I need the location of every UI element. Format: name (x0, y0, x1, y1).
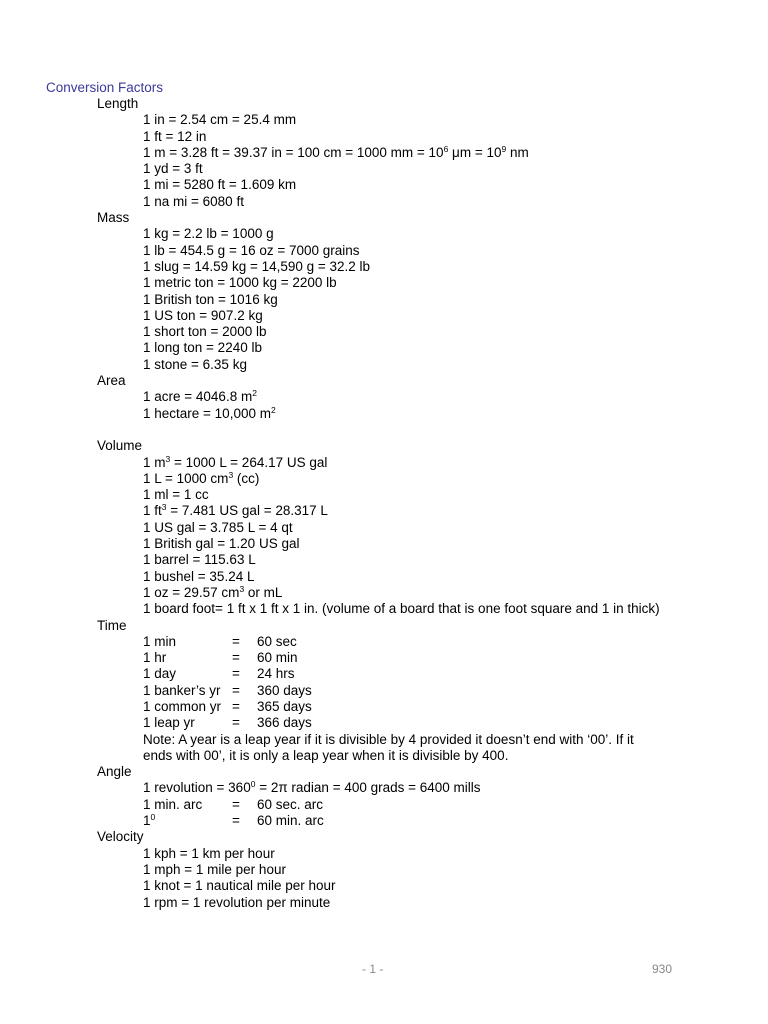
list-item: 1 rpm = 1 revolution per minute (143, 894, 331, 910)
list-item: 1 kph = 1 km per hour (143, 845, 275, 861)
conversion-list (0, 96, 768, 911)
velocity-heading: Velocity (97, 829, 144, 845)
list-item: 1 board foot= 1 ft x 1 ft x 1 in. (volume of a board that is one foot square and 1 in thick) (143, 601, 660, 617)
length-heading: Length (97, 96, 139, 111)
list-item: 1 stone = 6.35 kg (143, 356, 247, 372)
list-item: 1 $m^3 = 1000$ L = 264.17 US gal (143, 453, 328, 470)
list-item: 1 lb = 454.5 g = 16 oz = 7000 grains (143, 242, 360, 258)
list-item: 1 short ton = 2000 lb (143, 324, 267, 340)
table-row: $1^0 = 60$ min. arc (143, 812, 324, 829)
list-item: 1 $ft^3 = 7.481$ US gal = 28.317 L (143, 502, 328, 519)
list-item: 1 US ton = 907.2 kg (143, 307, 263, 323)
page-title: Conversion Factors (46, 80, 164, 95)
list-item: 1 mi = 5280 ft = 1.609 km (143, 177, 297, 193)
list-item: 1 kg = 2.2 lb = 1000 g (143, 226, 274, 242)
table-row: 1 leap yr = 366 days (143, 715, 312, 731)
time-heading: Time (97, 617, 127, 633)
list-item: 1 m = 3.28 ft = 39.37 in = 100 cm = 1000 mm = $10^6$ $\mu m = 10^9$ nm (143, 143, 529, 160)
list-item: 1 US gal = 3.785 L = 4 qt (143, 519, 293, 535)
list-item: 1 acre = 4046.8 $m^2$ (143, 388, 257, 405)
list-item: 1 metric ton = 1000 kg = 2200 lb (143, 275, 337, 291)
table-row: 1 banker’s yr = 360 days (143, 682, 312, 698)
mass-heading: Mass (97, 210, 130, 226)
list-item: 1 slug = 14.59 kg = 14,590 g = 32.2 lb (143, 258, 371, 274)
leap-year-note: Note: A year is a leap year if it is divisible by 4 provided it doesn’t end with ‘00’. If it ends with 00’, it is only a leap year when it is divisible by 400. (143, 731, 634, 763)
list-item: 1 hectare = 10,000 $m^2$ (143, 404, 276, 421)
list-item: 1 bushel = 35.24 L (143, 568, 255, 584)
list-item: 1 L = 1000 $cm^3$ (cc) (143, 469, 260, 486)
table-row: 1 day = 24 hrs (143, 666, 295, 682)
list-item: 1 yd = 3 ft (143, 161, 203, 177)
list-item: 1 revolution = $360^0 = 2\pi$ radian = 400 grads = 6400 mills (143, 779, 481, 796)
list-item: 1 long ton = 2240 lb (143, 340, 262, 356)
angle-heading: Angle (97, 764, 132, 780)
list-item: 1 barrel = 115.63 L (143, 552, 256, 568)
list-item: 1 oz = 29.57 $cm^3$ or mL (143, 583, 283, 600)
area-heading: Area (97, 373, 126, 389)
list-item: 1 na mi = 6080 ft (143, 193, 244, 209)
list-item: 1 British ton = 1016 kg (143, 291, 278, 307)
list-item: 1 knot = 1 nautical mile per hour (143, 878, 336, 894)
list-item: 1 mph = 1 mile per hour (143, 861, 286, 877)
table-row: 1 common yr = 365 days (143, 698, 312, 714)
spacer (0, 422, 768, 438)
list-item: 1 ml = 1 cc (143, 487, 209, 503)
volume-heading: Volume (97, 438, 143, 454)
table-row: 1 min. arc = 60 sec. arc (143, 796, 324, 812)
document-number: 930 (652, 962, 673, 976)
list-item: 1 in = 2.54 cm = 25.4 mm (143, 112, 297, 128)
page-number-footer: - 1 - (362, 962, 384, 976)
table-row: 1 hr = 60 min (143, 650, 298, 666)
table-row: 1 min = 60 sec (143, 633, 297, 649)
list-item: 1 ft = 12 in (143, 128, 207, 144)
list-item: 1 British gal = 1.20 US gal (143, 536, 300, 552)
